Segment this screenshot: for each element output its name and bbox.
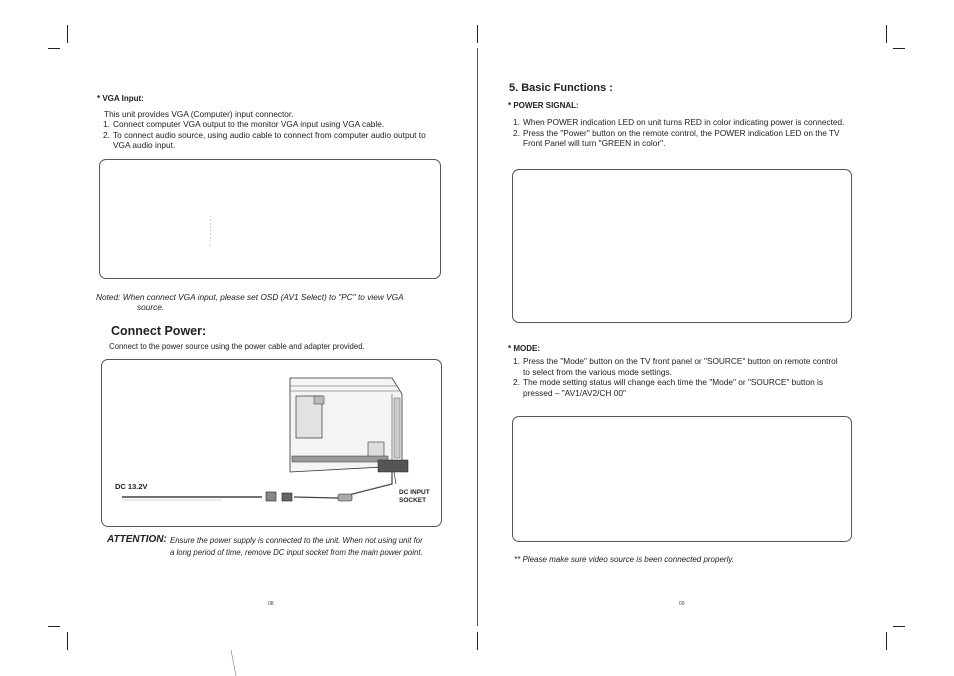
footnote: ** Please make sure video source is been connected properly. <box>514 555 734 564</box>
list-item: Front Panel will turn "GREEN in color". <box>523 138 666 149</box>
page-number-left: 08 <box>268 601 274 607</box>
dc-voltage-label: DC 13.2V <box>115 482 148 491</box>
crop-mark <box>67 25 68 43</box>
attention-line-1: Ensure the power supply is connected to the unit. When not using unit for <box>170 536 423 545</box>
connect-power-title: Connect Power: <box>111 324 207 338</box>
crop-mark <box>886 632 887 650</box>
list-item: VGA audio input. <box>113 140 176 151</box>
power-cable-illustration <box>122 472 396 501</box>
power-diagram-frame <box>101 359 442 527</box>
mode-steps <box>513 356 873 398</box>
socket-label-line-1: DC INPUT <box>399 489 430 496</box>
stray-line <box>226 650 240 676</box>
vga-illustration-frame <box>99 159 441 279</box>
connect-power-body: Connect to the power source using the power cable and adapter provided. <box>109 342 365 351</box>
power-signal-illustration-frame <box>512 169 852 323</box>
vga-steps <box>103 119 453 151</box>
crop-mark <box>886 25 887 43</box>
dc-socket-label <box>399 489 430 505</box>
crop-mark <box>48 626 60 627</box>
list-item: 2. Press the "Power" button on the remote control, the POWER indication LED on the TV <box>513 127 840 138</box>
power-diagram <box>102 360 441 526</box>
crop-mark <box>893 626 905 627</box>
crop-mark <box>48 48 60 49</box>
list-item: 1. Connect computer VGA output to the monitor VGA input using VGA cable. <box>103 119 385 129</box>
note-prefix: Noted: <box>96 292 121 302</box>
crop-mark <box>67 632 68 650</box>
note-line-2: source. <box>137 302 165 312</box>
vga-intro: This unit provides VGA (Computer) input connector. <box>104 109 294 119</box>
list-item: 2. The mode setting status will change each time the "Mode" or "SOURCE" button is <box>513 377 824 388</box>
list-item: 1. Press the "Mode" button on the TV front panel or "SOURCE" button on remote control <box>513 356 838 366</box>
page-spine <box>477 48 478 626</box>
list-item: 2. To connect audio source, using audio cable to connect from computer audio output to <box>103 129 426 140</box>
vga-input-label: * VGA Input: <box>97 94 144 103</box>
socket-label-line-2: SOCKET <box>399 497 427 504</box>
mode-label: * MODE: <box>508 344 540 353</box>
vga-note <box>96 292 456 303</box>
crop-mark <box>477 632 478 650</box>
list-item: to select from the various mode settings. <box>523 366 672 377</box>
list-item: pressed – "AV1/AV2/CH 00" <box>523 387 626 398</box>
power-signal-steps <box>513 117 873 149</box>
list-item: 1. When POWER indication LED on unit turns RED in color indicating power is connected. <box>513 117 845 127</box>
crop-mark <box>477 25 478 43</box>
page-number-right: 09 <box>679 601 685 607</box>
crop-mark <box>893 48 905 49</box>
monitor-back-illustration <box>290 378 408 472</box>
power-signal-label: * POWER SIGNAL: <box>508 101 579 110</box>
note-line-1: When connect VGA input, please set OSD (AV1 Select) to "PC" to view VGA <box>122 292 404 302</box>
mode-illustration-frame <box>512 416 852 542</box>
attention-label: ATTENTION: <box>107 534 167 545</box>
basic-functions-title: 5. Basic Functions : <box>509 82 613 94</box>
attention-line-2: a long period of time, remove DC input socket from the main power point. <box>170 548 423 557</box>
vga-illustration <box>100 160 440 278</box>
